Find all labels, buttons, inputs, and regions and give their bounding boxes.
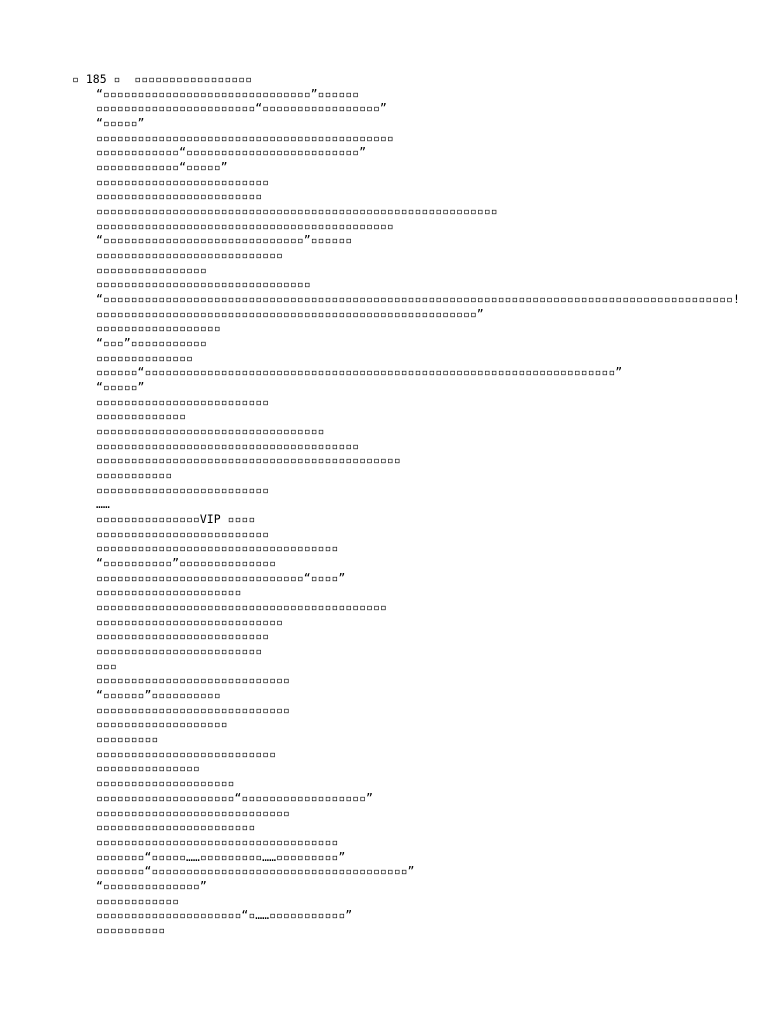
paragraph-line: “▫▫▫▫▫▫▫▫▫▫”▫▫▫▫▫▫▫▫▫▫▫▫▫▫ [96,556,277,571]
paragraph-line: ▫▫▫▫▫▫▫▫▫▫▫▫▫▫▫▫▫▫▫▫“▫▫▫▫▫▫▫▫▫▫▫▫▫▫▫▫▫▫” [96,790,373,805]
paragraph-line: ▫▫▫▫▫▫▫▫▫▫▫▫▫▫▫▫▫▫▫▫▫▫▫▫ [96,644,263,659]
paragraph-line: ▫▫▫▫▫▫▫▫▫▫▫▫▫ [96,409,187,424]
paragraph-line: ▫▫▫▫▫▫▫▫▫▫▫▫▫▫▫▫▫▫▫▫▫▫▫▫▫▫▫▫▫▫“▫▫▫▫” [96,570,346,585]
paragraph-line: “▫▫▫▫▫▫▫▫▫▫▫▫▫▫▫▫▫▫▫▫▫▫▫▫▫▫▫▫▫”▫▫▫▫▫▫ [96,233,353,248]
paragraph-line: ▫▫▫▫▫▫▫▫▫▫▫▫▫▫▫ [96,761,200,776]
paragraph-line: “▫▫▫▫▫” [96,380,145,395]
paragraph-line: “▫▫▫▫▫▫”▫▫▫▫▫▫▫▫▫▫ [96,688,221,703]
paragraph-line: ▫▫▫▫▫▫▫▫▫▫▫▫▫▫▫▫▫▫▫▫▫▫▫▫▫▫▫ [96,248,283,263]
paragraph-line: ▫▫▫▫▫▫▫▫▫▫▫▫▫▫▫▫▫▫▫▫▫▫▫▫▫ [96,629,270,644]
paragraph-line: ▫▫▫▫▫▫▫▫▫▫▫▫▫▫▫▫▫▫▫▫▫▫▫“▫▫▫▫▫▫▫▫▫▫▫▫▫▫▫▫▫” [96,101,387,116]
paragraph-line: ▫▫▫▫▫▫▫▫▫▫▫▫▫▫▫▫▫▫▫▫▫▫▫▫▫▫▫▫▫▫▫▫▫ [96,424,325,439]
paragraph-line: ▫▫▫▫▫▫▫▫▫▫▫▫“▫▫▫▫▫” [96,160,228,175]
paragraph-line: ▫▫▫▫▫▫▫▫▫▫▫▫▫▫▫▫▫▫▫▫▫▫▫▫▫▫▫▫▫▫▫▫▫▫▫▫▫▫▫▫▫▫▫▫ [96,453,401,468]
paragraph-line: “▫▫▫”▫▫▫▫▫▫▫▫▫▫▫ [96,336,207,351]
paragraph-line: ▫▫▫▫▫▫▫▫▫▫▫▫▫▫▫▫▫▫▫▫▫▫▫▫▫▫▫▫▫▫▫▫▫▫▫▫▫▫▫▫▫▫▫▫▫▫▫▫▫▫▫▫▫▫▫” [96,306,484,321]
paragraph-line: ▫▫▫▫▫▫▫▫▫▫▫▫▫▫▫▫▫▫▫▫▫▫▫▫▫▫▫▫ [96,805,290,820]
paragraph-line: ▫▫▫▫▫▫▫▫▫▫▫▫ [96,893,180,908]
paragraph-line: ▫▫▫▫▫▫▫▫▫▫▫▫▫▫▫▫▫▫▫▫▫▫▫▫▫▫▫▫▫▫▫▫▫▫▫▫▫▫▫▫▫▫▫▫▫▫▫▫▫▫▫▫▫▫▫▫▫▫ [96,204,498,219]
paragraph-line: ▫▫▫▫▫▫▫▫▫▫▫▫▫▫▫▫▫▫▫▫▫▫▫▫▫▫▫▫▫▫▫▫▫▫▫▫▫▫▫▫▫▫ [96,600,387,615]
paragraph-line: ▫▫▫▫▫▫▫▫▫▫▫▫▫▫▫▫▫▫▫▫▫▫▫▫▫▫▫▫▫▫▫▫▫▫▫▫▫▫▫▫▫▫▫ [96,218,394,233]
paragraph-line: ▫▫▫▫▫▫▫▫▫▫▫▫▫▫▫▫▫▫▫▫▫▫▫▫▫▫▫▫▫▫▫▫▫▫▫▫▫▫▫▫▫▫▫ [96,130,394,145]
paragraph-line: ▫▫▫▫▫▫▫▫▫▫▫▫▫▫▫▫▫▫▫▫▫▫▫ [96,820,256,835]
paragraph-line: ▫▫▫▫▫▫▫▫▫▫▫▫▫▫▫▫▫▫▫▫▫▫▫▫▫▫▫ [96,614,283,629]
paragraph-line: ▫▫▫▫▫▫▫▫▫▫▫▫▫▫ [96,350,193,365]
paragraph-line: ▫▫▫▫▫▫▫▫▫▫▫▫▫▫▫▫▫▫▫▫▫▫▫▫▫▫▫▫▫▫▫▫▫▫▫ [96,541,339,556]
paragraph-line: ▫▫▫▫▫▫▫▫▫▫▫▫▫▫▫▫▫▫▫▫▫▫▫▫▫ [96,526,270,541]
paragraph-line: ▫▫▫▫▫▫▫▫▫▫▫▫▫▫▫▫▫▫▫▫▫▫▫▫▫▫▫▫ [96,673,290,688]
paragraph-line: ▫▫▫▫▫▫▫▫▫▫▫▫▫▫▫▫▫▫▫▫▫▫▫▫▫▫▫▫ [96,702,290,717]
paragraph-line: ▫▫▫▫▫▫▫▫▫ [96,732,159,747]
paragraph-line: ▫▫▫▫▫▫▫▫▫▫▫▫▫▫▫▫ [96,262,207,277]
paragraph-line: ▫▫▫▫▫▫▫▫▫▫▫▫▫▫▫▫▫▫ [96,321,221,336]
paragraph-line: ▫▫▫▫▫▫▫▫▫▫▫▫“▫▫▫▫▫▫▫▫▫▫▫▫▫▫▫▫▫▫▫▫▫▫▫▫▫” [96,145,367,160]
paragraph-line: ▫▫▫▫▫▫▫▫▫▫▫▫▫▫▫▫▫▫▫▫ [96,776,235,791]
paragraph-line: ▫▫▫▫▫▫▫▫▫▫▫▫▫▫▫VIP ▫▫▫▫ [96,512,256,527]
paragraph-line: ▫▫▫▫▫▫▫“▫▫▫▫▫……▫▫▫▫▫▫▫▫▫……▫▫▫▫▫▫▫▫▫” [96,849,346,864]
paragraph-line: ▫▫▫▫▫▫▫▫▫▫▫▫▫▫▫▫▫▫▫▫▫“▫……▫▫▫▫▫▫▫▫▫▫▫” [96,908,353,923]
paragraph-line: “▫▫▫▫▫” [96,116,145,130]
paragraph-line: ▫▫▫▫▫▫▫▫▫▫▫▫▫▫▫▫▫▫▫▫▫▫▫▫▫ [96,482,270,497]
paragraph-line: ▫▫▫▫▫▫▫▫▫▫▫▫▫▫▫▫▫▫▫▫▫▫▫▫▫ [96,394,270,409]
paragraph-line: …… [96,497,110,512]
paragraph-line: ▫▫▫▫▫▫▫▫▫▫▫▫▫▫▫▫▫▫▫▫▫▫▫▫▫▫▫▫▫▫▫▫▫▫▫ [96,834,339,849]
paragraph-line: ▫▫▫▫▫▫▫▫▫▫ [96,922,166,937]
paragraph-line: ▫▫▫▫▫▫▫▫▫▫▫▫▫▫▫▫▫▫▫▫▫▫▫▫▫▫▫▫▫▫▫▫▫▫▫▫▫▫ [96,438,360,453]
paragraph-line: “▫▫▫▫▫▫▫▫▫▫▫▫▫▫▫▫▫▫▫▫▫▫▫▫▫▫▫▫▫▫▫▫▫▫▫▫▫▫▫▫▫▫▫▫▫▫▫▫▫▫▫▫▫▫▫▫▫▫▫▫▫▫▫▫▫▫▫▫▫▫▫▫▫▫▫▫▫▫▫▫▫▫▫▫▫▫▫▫▫▫▫! [96,292,740,307]
chapter-heading: ▫ 185 ▫ ▫▫▫▫▫▫▫▫▫▫▫▫▫▫▫▫▫ [72,72,253,86]
paragraph-line: ▫▫▫ [96,658,117,673]
paragraph-line: ▫▫▫▫▫▫▫▫▫▫▫▫▫▫▫▫▫▫▫▫▫▫▫▫▫▫ [96,746,277,761]
paragraph-line: “▫▫▫▫▫▫▫▫▫▫▫▫▫▫▫▫▫▫▫▫▫▫▫▫▫▫▫▫▫▫”▫▫▫▫▫▫ [96,86,360,101]
paragraph-line: ▫▫▫▫▫▫▫▫▫▫▫ [96,468,173,483]
paragraph-line: ▫▫▫▫▫▫▫▫▫▫▫▫▫▫▫▫▫▫▫ [96,717,228,732]
paragraph-line: ▫▫▫▫▫▫“▫▫▫▫▫▫▫▫▫▫▫▫▫▫▫▫▫▫▫▫▫▫▫▫▫▫▫▫▫▫▫▫▫▫▫▫▫▫▫▫▫▫▫▫▫▫▫▫▫▫▫▫▫▫▫▫▫▫▫▫▫▫▫▫▫▫▫▫” [96,365,623,380]
paragraph-line: ▫▫▫▫▫▫▫▫▫▫▫▫▫▫▫▫▫▫▫▫▫ [96,585,242,600]
paragraph-line: ▫▫▫▫▫▫▫“▫▫▫▫▫▫▫▫▫▫▫▫▫▫▫▫▫▫▫▫▫▫▫▫▫▫▫▫▫▫▫▫▫▫▫▫▫” [96,864,415,879]
paragraph-line: ▫▫▫▫▫▫▫▫▫▫▫▫▫▫▫▫▫▫▫▫▫▫▫▫▫ [96,174,270,189]
paragraph-line: “▫▫▫▫▫▫▫▫▫▫▫▫▫▫” [96,878,207,893]
paragraph-line: ▫▫▫▫▫▫▫▫▫▫▫▫▫▫▫▫▫▫▫▫▫▫▫▫▫▫▫▫▫▫▫ [96,277,311,292]
paragraph-line: ▫▫▫▫▫▫▫▫▫▫▫▫▫▫▫▫▫▫▫▫▫▫▫▫ [96,189,263,204]
